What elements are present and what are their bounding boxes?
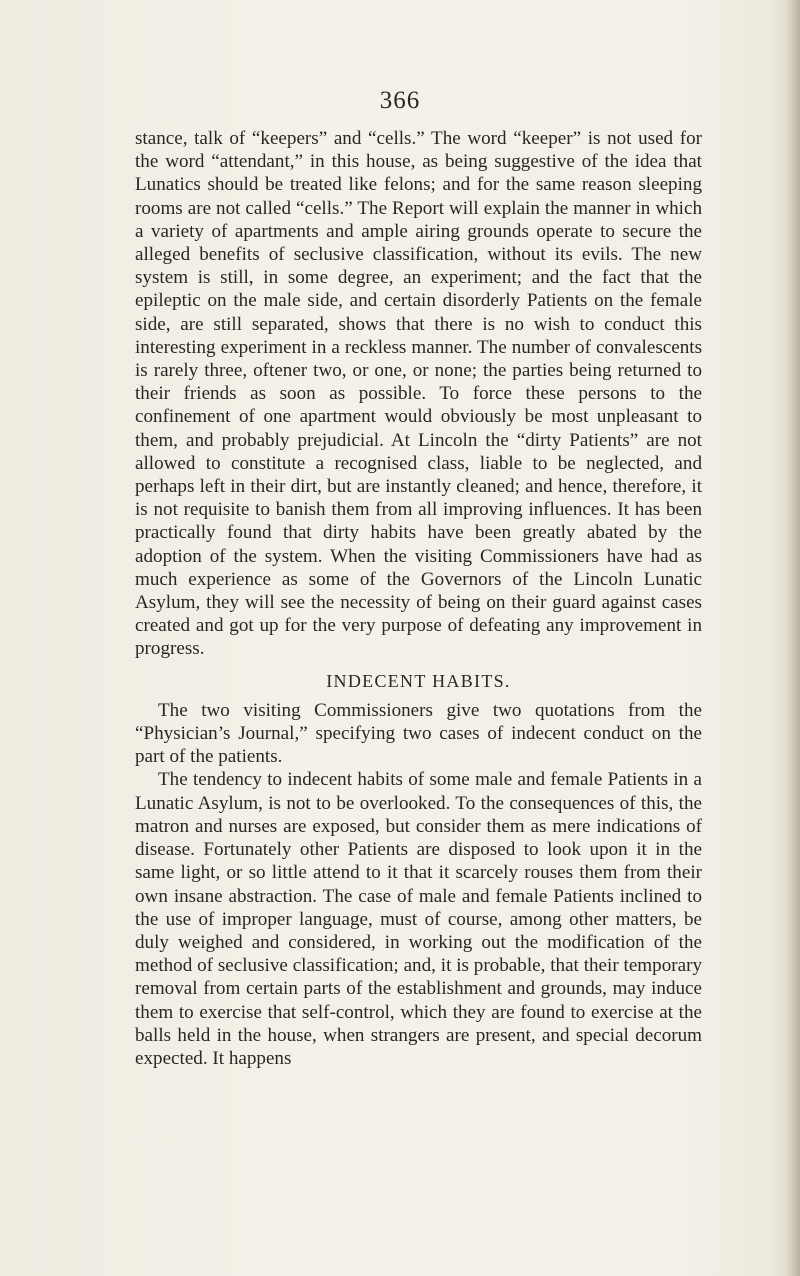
page-edge-shadow [768, 0, 800, 1276]
paragraph-continuation: stance, talk of “keepers” and “cells.” The word “keeper” is not used for the word “attendant,” in this house, as being suggestive of the idea that Lunatics should be treated like felons; and for the same reason sleeping rooms are not called “cells.” The Report will explain the manner in which a variety of apartments and ample airing grounds operate to secure the alleged benefits of seclusive classification, without its evils. The new system is still, in some degree, an experiment; and the fact that the epileptic on the male side, and certain disorderly Patients on the female side, are still separated, shows that there is no wish to conduct this interesting experiment in a reckless manner. The number of convalescents is rarely three, oftener two, or one, or none; the parties being returned to their friends as soon as possible. To force these persons to the confinement of one apartment would obviously be most unpleasant to them, and probably prejudicial. At Lincoln the “dirty Patients” are not allowed to constitute a recognised class, liable to be neglected, and perhaps left in their dirt, but are instantly cleaned; and hence, therefore, it is not requisite to banish them from all improving influences. It has been practically found that dirty habits have been greatly abated by the adoption of the system. When the visiting Commissioners have had as much experience as some of the Governors of the Lincoln Lunatic Asylum, they will see the necessity of being on their guard against cases created and got up for the very purpose of defeating any improvement in progress. [135, 128, 702, 660]
paragraph-quotations: The two visiting Commissioners give two quotations from the “Physician’s Journal,” specifying two cases of indecent conduct on the part of the patients. [135, 699, 702, 768]
section-heading: INDECENT HABITS. [326, 670, 511, 691]
paragraph-tendency: The tendency to indecent habits of some male and female Patients in a Lunatic Asylum, is not to be overlooked. To the consequences of this, the matron and nurses are exposed, but consider them as mere indications of disease. Fortunately other Patients are disposed to look upon it in the same light, or so little attend to it that it scarcely rouses them from their own insane abstraction. The case of male and female Patients inclined to the use of improper language, must of course, among other matters, be duly weighed and considered, in working out the modification of the method of seclusive classification; and, it is probable, that their temporary removal from certain parts of the establishment and grounds, may induce them to exercise that self-control, which they are found to exercise at the balls held in the house, when strangers are present, and special decorum expected. It happens [135, 769, 702, 1069]
text-column [135, 127, 702, 1070]
page-number: 366 [379, 87, 421, 114]
